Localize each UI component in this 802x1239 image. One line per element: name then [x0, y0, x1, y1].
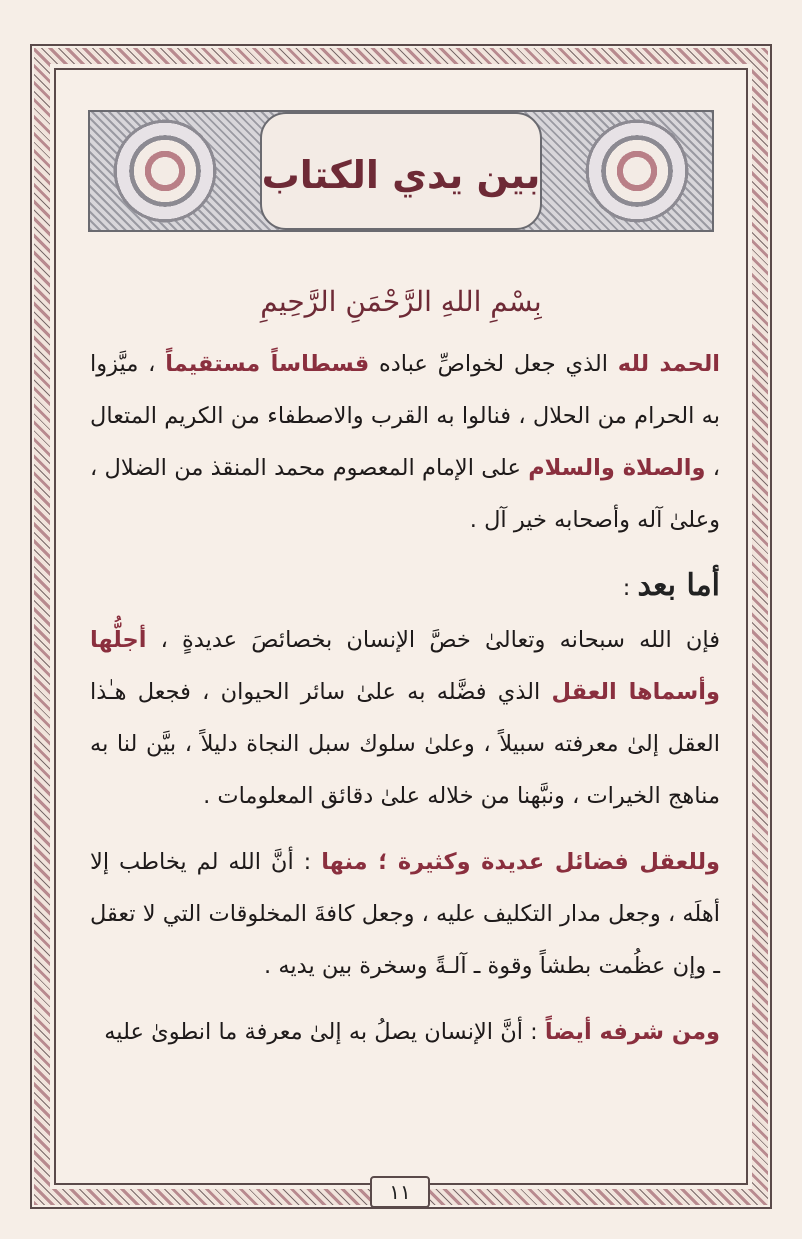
paragraph-3: [90, 836, 720, 992]
highlight-text: والصلاة والسلام: [528, 455, 706, 481]
body-text: ، ميَّزوا به الحرام من الحلال ، فنالوا به القرب والاصطفاء من الكريم المتعال ،: [90, 351, 720, 481]
page-title: بين يدي الكتاب: [261, 153, 541, 197]
body-text: الذي فضَّله به علىٰ سائر الحيوان ، فجعل هـٰذا العقل إلىٰ معرفته سبيلاً ، وعلىٰ سلوك سبل النجاة دليلاً ، بيَّن لنا به مناهج الخيرات ، ونبَّهنا من خلاله علىٰ دقائق المعلومات .: [90, 679, 720, 809]
page-number: ١١: [370, 1176, 430, 1208]
highlight-text: أجلُّها وأسماها العقل: [90, 627, 720, 705]
rosette-left-ornament: [110, 116, 220, 226]
rosette-right-ornament: [582, 116, 692, 226]
basmala: بِسْمِ اللهِ الرَّحْمَنِ الرَّحِيمِ: [260, 285, 542, 318]
paragraph-2: [90, 614, 720, 822]
body-text: : أنَّ الله لم يخاطب إلا أهلَه ، وجعل مدار التكليف عليه ، وجعل كافةَ المخلوقات التي لا تعقل ـ وإن عظُمت بطشاً وقوة ـ آلـةً وسخرة بين يديه .: [90, 849, 720, 979]
body-text: : أنَّ الإنسان يصلُ به إلىٰ معرفة ما انطوىٰ عليه: [104, 1019, 545, 1045]
body-text: على الإمام المعصوم محمد المنقذ من الضلال ، وعلىٰ آله وأصحابه خير آل .: [90, 455, 720, 533]
body-text: فإن الله سبحانه وتعالىٰ خصَّ الإنسان بخصائصَ عديدةٍ ،: [146, 627, 720, 653]
paragraph-1: [90, 338, 720, 546]
paragraph-4: [90, 1006, 720, 1058]
amma-colon: :: [622, 575, 638, 601]
highlight-text: وللعقل فضائل عديدة وكثيرة ؛ منها: [321, 849, 721, 875]
highlight-text: الحمد لله: [617, 351, 720, 377]
main-text: [90, 338, 720, 1058]
amma-heading: [90, 560, 720, 614]
body-text: الذي جعل لخواصِّ عباده: [369, 351, 618, 377]
highlight-text: قسطاساً مستقيماً: [165, 351, 370, 377]
amma-label: أما بعد: [637, 568, 720, 603]
highlight-text: ومن شرفه أيضاً: [544, 1019, 720, 1045]
